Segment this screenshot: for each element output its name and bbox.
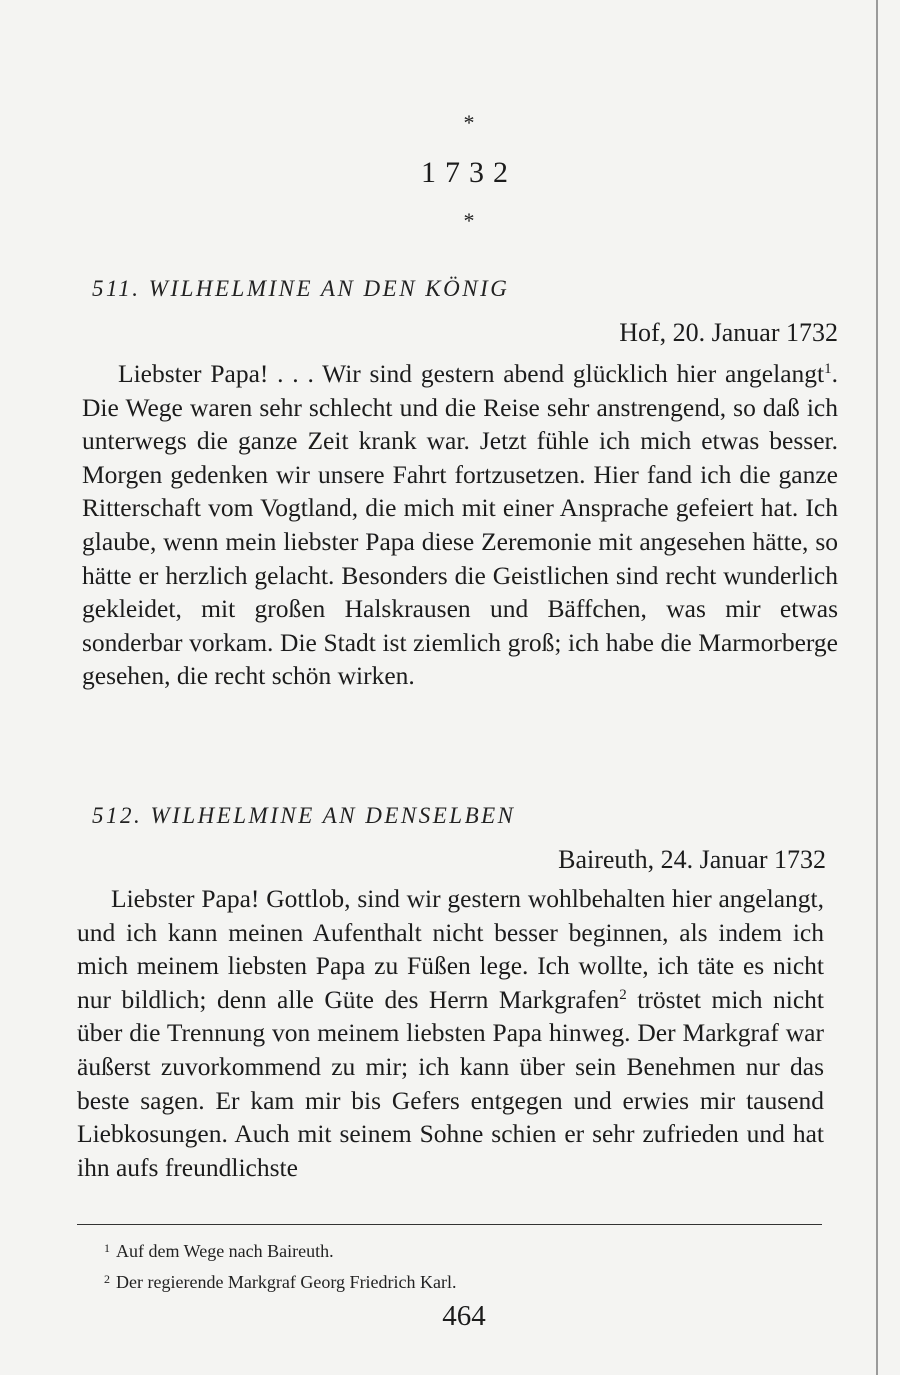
ornament-star-top: * bbox=[463, 110, 475, 135]
footnote-ref-2: 2 bbox=[619, 986, 627, 1003]
letter-512-text-1: Liebster Papa! Gottlob, sind wir gestern wohlbehalten hier angelangt, und ich kann meinen Aufenthalt nicht besser beginnen, als indem ich mich meinem liebsten Papa zu Füßen lege. Ich wollte, ich täte es nicht nur bildlich; denn alle Güte des Herrn Markgrafen bbox=[77, 884, 824, 1014]
letter-512-dateline: Baireuth, 24. Januar 1732 bbox=[558, 845, 826, 874]
page-number: 464 bbox=[442, 1300, 486, 1332]
ornament-star-bottom: * bbox=[463, 208, 475, 233]
letter-511-text-1: Liebster Papa! . . . Wir sind gestern abend glücklich hier angelangt bbox=[118, 359, 825, 388]
letter-512-body bbox=[77, 882, 824, 1184]
year-heading: 1732 bbox=[421, 156, 517, 189]
letter-512-heading: 512. WILHELMINE AN DENSELBEN bbox=[92, 803, 516, 828]
footnote-2-text: Der regierende Markgraf Georg Friedrich Karl. bbox=[116, 1272, 457, 1292]
page-edge-line bbox=[876, 0, 878, 1375]
footnote-2 bbox=[104, 1265, 457, 1296]
footnote-1-text: Auf dem Wege nach Baireuth. bbox=[116, 1241, 334, 1261]
footnote-2-marker: 2 bbox=[104, 1272, 110, 1286]
footnote-ref-1: 1 bbox=[824, 361, 832, 377]
letter-511-heading: 511. WILHELMINE AN DEN KÖNIG bbox=[92, 276, 510, 301]
letter-511-body bbox=[82, 357, 838, 693]
footnote-1-marker: 1 bbox=[104, 1241, 110, 1255]
letter-512-text-2: tröstet mich nicht über die Trennung von meinem liebsten Papa hinweg. Der Markgraf war äußerst zuvorkommend zu mir; ich kann über sein Benehmen nur das beste sagen. Er kam mir bis Gefers entgegen und erwies mir tausend Liebkosungen. Auch mit seinem Sohne schien er sehr zufrieden und hat ihn aufs freundlichste bbox=[77, 984, 824, 1182]
letter-511-dateline: Hof, 20. Januar 1732 bbox=[619, 318, 838, 347]
footnote-1 bbox=[104, 1234, 457, 1265]
footnotes bbox=[104, 1234, 457, 1296]
footnote-divider bbox=[77, 1224, 822, 1225]
letter-511-text-2: . Die Wege waren sehr schlecht und die Reise sehr anstrengend, so daß ich unterwegs die ganze Zeit krank war. Jetzt fühle ich mich etwas besser. Morgen gedenken wir unsere Fahrt fortzusetzen. Hier fand ich die ganze Ritterschaft vom Vogtland, die mich mit einer Ansprache gefeiert hat. Ich glaube, wenn mein liebster Papa diese Zeremonie mit angesehen hätte, so hätte er herzlich gelacht. Besonders die Geistlichen sind recht wunderlich gekleidet, mit großen Halskrausen und Bäffchen, was mir etwas sonderbar vorkam. Die Stadt ist ziemlich groß; ich habe die Marmorberge gesehen, die recht schön wirken. bbox=[82, 359, 838, 691]
